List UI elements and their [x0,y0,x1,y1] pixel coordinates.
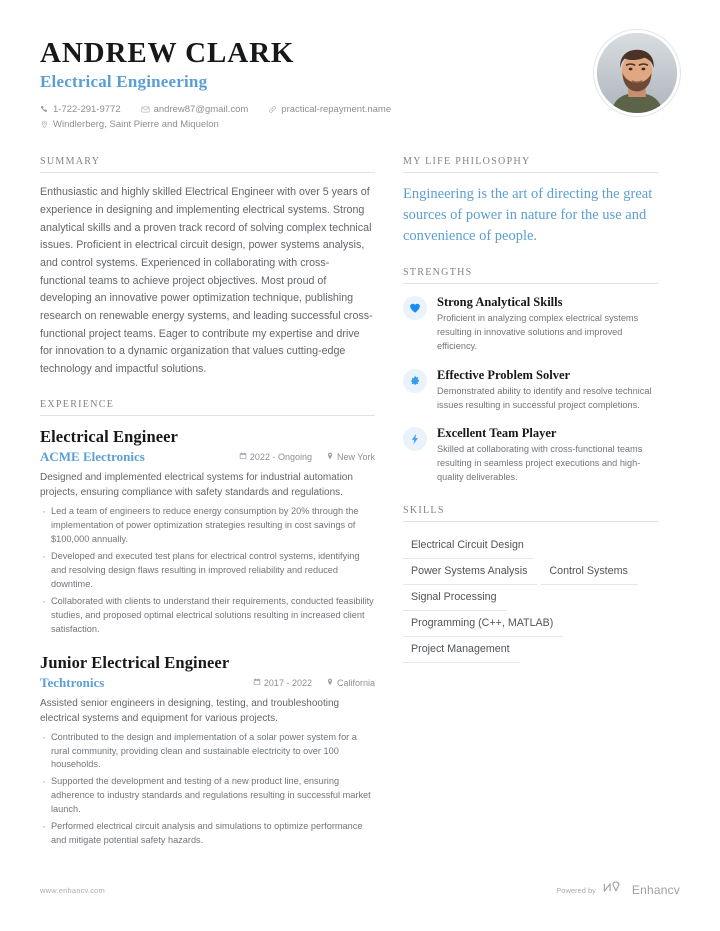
strength-text [437,426,658,484]
job-bullet: · Collaborated with clients to understand their requirements, conducted feasibility studies, and proposed optimal electrical solutions resulting in increased client satisfaction. [40,595,375,637]
job-bullet: · Contributed to the design and implementation of a solar power system for a rural community, providing clean and sustainable electricity to over 100 households. [40,731,375,773]
resume-header [40,30,680,134]
resume-footer [40,881,680,899]
lightning-bolt-icon [409,433,421,445]
phone-icon [40,105,49,114]
job-dates [239,452,312,462]
skills-section-title: SKILLS [403,505,658,522]
strength-desc: Proficient in analyzing complex electrical systems resulting in innovative solutions and improved efficiency. [437,313,639,352]
calendar-icon [239,452,247,462]
job-bullet: · Led a team of engineers to reduce energy consumption by 20% through the implementation of power optimization strategies resulting in cost savings of $100,000 annually. [40,505,375,547]
job-meta [239,452,375,462]
strength-badge [403,427,427,451]
contact-phone-text: 1-722-291-9772 [53,104,121,116]
strength-badge [403,296,427,320]
job-dates-text: 2022 - Ongoing [249,451,312,462]
contact-location-text: Windlerberg, Saint Pierre and Miquelon [53,119,219,131]
job-bullet: · Developed and executed test plans for electrical control systems, identifying and resolving design flaws resulting in improved reliability and reduced downtime. [40,550,375,592]
skill-chip: Project Management [403,637,520,663]
contact-location [40,119,219,130]
avatar-photo [597,33,677,113]
job-role: Electrical Engineer [40,426,178,446]
avatar [594,30,680,116]
right-column [403,156,658,868]
left-column [40,156,403,868]
job-bullet: · Supported the development and testing of a new product line, ensuring adherence to industry standards and regulations resulting in successful market launch. [40,775,375,817]
location-icon [40,120,49,129]
job-bullet: · Performed electrical circuit analysis and simulations to optimize performance and mitigate potential safety hazards. [40,820,375,848]
summary-section [40,156,375,378]
page-title: ANDREW CLARK [40,37,295,69]
strength-title: Effective Problem Solver [437,367,571,382]
strengths-section [403,267,658,484]
resume-body [40,156,680,868]
strength-title: Excellent Team Player [437,426,557,441]
job-location [326,452,375,462]
job-dates-text: 2017 - 2022 [263,677,312,688]
strength-text [437,295,658,353]
summary-section-title: SUMMARY [40,156,375,173]
job-role: Junior Electrical Engineer [40,652,230,672]
job-description: Assisted senior engineers in designing, testing, and troubleshooting electrical systems and equipment for various projects. [40,697,340,725]
strength-text [437,368,658,413]
contact-phone[interactable] [40,104,121,115]
calendar-icon [253,678,261,688]
strength-badge [403,369,427,393]
summary-text: Enthusiastic and highly skilled Electrical Engineer with over 5 years of experience in designing and implementing electrical systems. Strong analytical skills and a proven track record of solving complex technical issues. Proficient in electrical circuit design, power systems analysis, and control systems. Experienced in collaborating with cross-functional teams to achieve project objectives. Most proud of developing an innovative power optimization technique, publishing research on renewable energy systems, and leading successful cross-functional project teams. Eager to contribute my expertise and drive for innovation to a dynamic organization that values cutting-edge technology and impactful solutions. [40,186,373,375]
philosophy-quote: Engineering is the art of directing the great sources of power in nature for the use and convenience of people. [403,186,653,245]
location-pin-icon [326,452,334,462]
contact-email-text: andrew87@gmail.com [153,104,249,116]
experience-item [40,653,375,849]
strength-title: Strong Analytical Skills [437,295,563,310]
strength-item [403,295,658,353]
header-left [40,30,411,134]
strength-desc: Skilled at collaborating with cross-functional teams resulting in seamless project executions and high-quality deliverables. [437,444,643,483]
contact-info [40,104,411,134]
job-location [326,678,375,688]
strengths-section-title: STRENGTHS [403,267,658,284]
skills-list [403,533,658,663]
enhancv-logo-icon [603,881,625,899]
job-location-text: New York [336,451,375,462]
strength-item [403,368,658,413]
location-pin-icon [326,678,334,688]
job-dates [253,678,312,688]
skill-chip: Electrical Circuit Design [403,533,534,559]
star-badge-icon [409,375,421,387]
job-bullets [40,731,375,849]
footer-url[interactable]: www.enhancv.com [40,885,105,895]
experience-item [40,427,375,637]
job-company: ACME Electronics [40,448,145,464]
job-company: Techtronics [40,674,105,690]
experience-section [40,399,375,849]
job-bullets [40,505,375,637]
job-meta-row [40,675,375,691]
email-icon [141,105,150,114]
link-icon [268,105,277,114]
footer-brand [556,881,680,899]
skill-chip: Power Systems Analysis [403,559,537,585]
philosophy-section [403,156,658,247]
contact-website-text: practical-repayment.name [281,104,392,116]
contact-row-primary [40,104,411,119]
header-job-title: Electrical Engineering [40,72,208,92]
heart-icon [409,302,421,314]
strength-item [403,426,658,484]
skill-chip: Programming (C++, MATLAB) [403,611,563,637]
powered-by-label: Powered by [556,885,596,895]
job-description: Designed and implemented electrical systems for industrial automation projects, ensuring compliance with safety standards and regulations. [40,471,353,499]
skill-chip: Signal Processing [403,585,507,611]
strength-desc: Demonstrated ability to identify and resolve technical issues resulting in successful project completions. [437,385,652,410]
contact-website[interactable] [268,104,391,115]
experience-section-title: EXPERIENCE [40,399,375,416]
skills-section [403,505,658,663]
contact-email[interactable] [141,104,249,115]
brand-name: Enhancv [631,883,680,897]
job-location-text: California [336,677,375,688]
philosophy-section-title: MY LIFE PHILOSOPHY [403,156,658,173]
job-meta [253,678,375,688]
skill-chip: Control Systems [541,559,637,585]
contact-row-secondary [40,119,411,134]
job-meta-row [40,449,375,465]
